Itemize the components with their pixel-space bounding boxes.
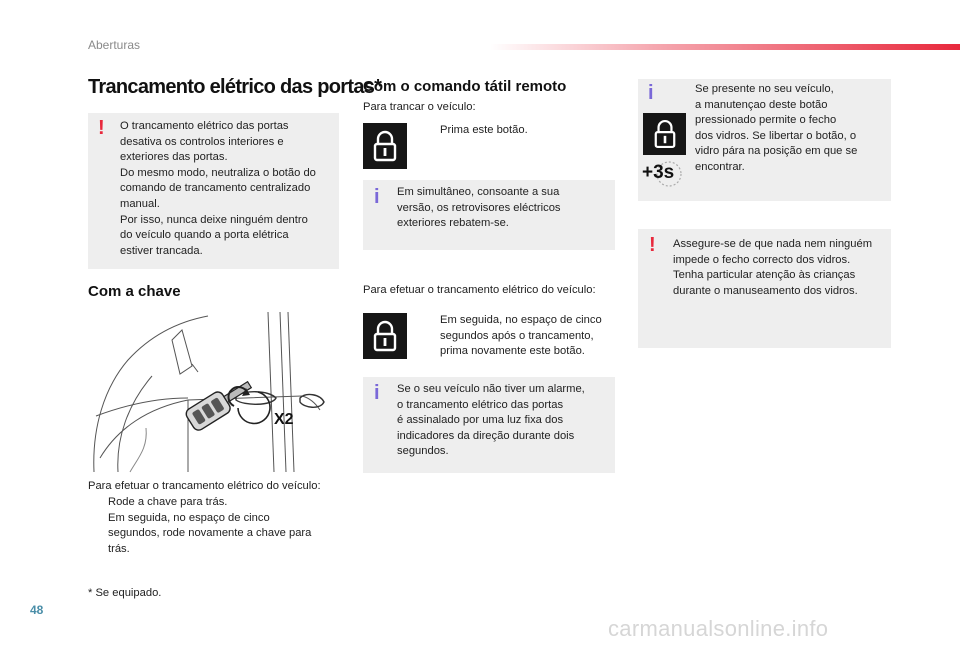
list-item [420, 123, 615, 139]
remote-intro: Para trancar o veículo: [363, 101, 476, 113]
text-line: exteriores rebatem-se. [397, 217, 509, 230]
text-line: versão, os retrovisores eléctricos [397, 201, 561, 214]
remote-heading: Com o comando tátil remoto [363, 78, 567, 95]
text-line: Se presente no seu veículo, [695, 83, 834, 95]
text-line: O trancamento elétrico das portas [120, 120, 289, 132]
text-line: trás. [108, 542, 130, 555]
list-item [88, 495, 343, 511]
info-mark: i [374, 382, 380, 404]
text-line: prima novamente este botão. [440, 345, 585, 358]
text-line: manual. [120, 197, 160, 210]
remote-step1 [420, 123, 615, 139]
warning-mark: ! [649, 234, 656, 256]
text-line: impede o fecho correcto dos vidros. [673, 253, 851, 266]
text-line: dos vidros. Se libertar o botão, o [695, 129, 857, 142]
info-text [695, 82, 889, 176]
bullet-marker [420, 123, 432, 139]
lock-icon [372, 320, 398, 352]
text-line: vidro pára na posição em que se [695, 145, 858, 158]
remote-step2 [420, 313, 615, 360]
text-line: indicadores da direção durante dois [397, 429, 575, 442]
list-item [420, 313, 615, 360]
text-line: Do mesmo modo, neutraliza o botão do [120, 166, 316, 179]
text-line: a manutençao deste botão [695, 98, 828, 111]
key-heading: Com a chave [88, 283, 181, 300]
lock-button-icon [363, 123, 407, 169]
footnote: * Se equipado. [88, 587, 162, 599]
bullet-marker [88, 495, 100, 511]
text-line: pressionado permite o fecho [695, 114, 837, 127]
text-line: Por isso, nunca deixe ninguém dentro [120, 213, 308, 226]
bullet-marker [88, 511, 100, 558]
text-line: comando de trancamento centralizado [120, 182, 311, 195]
lock-button-icon [643, 113, 686, 155]
text-line: Prima este botão. [440, 124, 528, 136]
text-line: Em seguida, no espaço de cinco [108, 511, 270, 524]
page-number: 48 [30, 603, 44, 617]
door-key-illustration [88, 308, 340, 474]
lock-icon [372, 130, 398, 162]
warning-box-lock [88, 113, 339, 269]
info-text [397, 382, 611, 460]
text-line: encontrar. [695, 160, 745, 173]
remote-intro2: Para efetuar o trancamento elétrico do veículo: [363, 284, 596, 296]
text-line: segundos. [397, 445, 449, 458]
section-label: Aberturas [88, 38, 141, 52]
info-box-mirrors [363, 180, 615, 250]
header-accent-bar [490, 44, 960, 50]
text-line: Em seguida, no espaço de cinco [440, 314, 602, 326]
key-intro: Para efetuar o trancamento elétrico do veículo: [88, 480, 321, 492]
watermark: carmanualsonline.info [608, 616, 829, 641]
warning-text [673, 237, 889, 299]
info-mark: i [648, 82, 654, 104]
text-line: o trancamento elétrico das portas [397, 398, 564, 411]
x2-label: X2 [274, 411, 294, 428]
lock-icon [653, 119, 677, 149]
text-line: durante o manuseamento dos vidros. [673, 284, 858, 297]
text-line: é assinalado por uma luz fixa dos [397, 414, 564, 427]
text-line: Assegure-se de que nada nem ninguém [673, 238, 873, 250]
text-line: Rode a chave para trás. [108, 496, 228, 508]
info-text [397, 185, 609, 232]
text-line: do veículo quando a porta elétrica [120, 229, 289, 242]
info-mark: i [374, 186, 380, 208]
text-line: Em simultâneo, consoante a sua [397, 186, 560, 198]
warning-box-windows [638, 229, 891, 348]
hold-timer-icon [641, 159, 685, 189]
text-line: desativa os controlos interiores e [120, 135, 284, 148]
warning-text [120, 119, 335, 259]
text-line: estiver trancada. [120, 244, 203, 257]
warning-mark: ! [98, 117, 105, 139]
info-box-alarm [363, 377, 615, 473]
lock-button-icon [363, 313, 407, 359]
info-box-windows [638, 79, 891, 201]
text-line: Tenha particular atenção às crianças [673, 269, 856, 282]
hold-label: +3s [642, 162, 675, 183]
key-steps [88, 495, 343, 557]
bullet-marker [420, 313, 432, 360]
page-title: Trancamento elétrico das portas* [88, 76, 382, 98]
text-line: Se o seu veículo não tiver um alarme, [397, 383, 585, 395]
text-line: exteriores das portas. [120, 151, 228, 164]
text-line: segundos, rode novamente a chave para [108, 527, 312, 540]
text-line: segundos após o trancamento, [440, 329, 594, 342]
list-item [88, 511, 343, 558]
